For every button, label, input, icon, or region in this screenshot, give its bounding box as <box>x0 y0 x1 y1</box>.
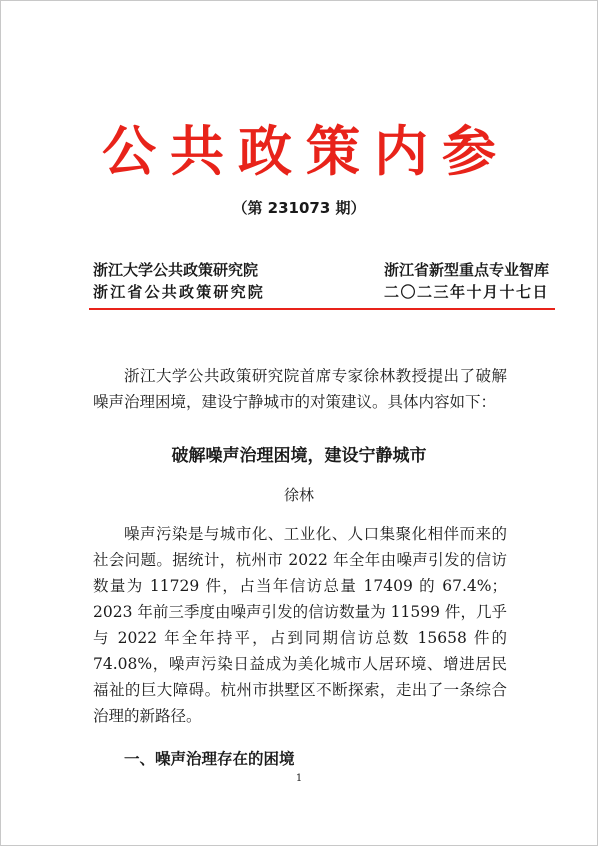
intro-paragraph: 浙江大学公共政策研究院首席专家徐林教授提出了破解噪声治理困境，建设宁静城市的对策建议。具体内容如下： <box>93 367 507 411</box>
section-heading: 一、噪声治理存在的困境 <box>124 750 295 768</box>
header-row-1 <box>93 259 549 280</box>
article-author: 徐林 <box>283 486 314 504</box>
masthead-title: 公共政策内参 <box>102 120 510 183</box>
issue-number: （第 231073 期） <box>232 199 366 217</box>
org-left: 浙江大学公共政策研究院 <box>93 261 259 279</box>
issue-date: 二〇二三年十月十七日 <box>383 283 549 301</box>
org-left-2: 浙江省公共政策研究院 <box>93 283 266 301</box>
header-row-2 <box>93 281 549 302</box>
body-paragraph: 噪声污染是与城市化、工业化、人口集聚化相伴而来的社会问题。据统计，杭州市 2022 年全年由噪声引发的信访数量为 11729 件，占当年信访总量 17409 的 67.4%；2023 年前三季度由噪声引发的信访数量为 11599 件，几乎与 2022 年全年持平，占到同期信访总数 15658 件的 74.08%，噪声污染日益成为美化城市人居环境、增进居民福祉的巨大障碍。杭州市拱墅区不断探索，走出了一条综合治理的新路径。 <box>93 525 507 725</box>
article-title: 破解噪声治理困境，建设宁静城市 <box>171 446 427 466</box>
header-divider <box>89 308 555 310</box>
page-number: 1 <box>295 773 303 784</box>
org-right: 浙江省新型重点专业智库 <box>383 261 549 279</box>
